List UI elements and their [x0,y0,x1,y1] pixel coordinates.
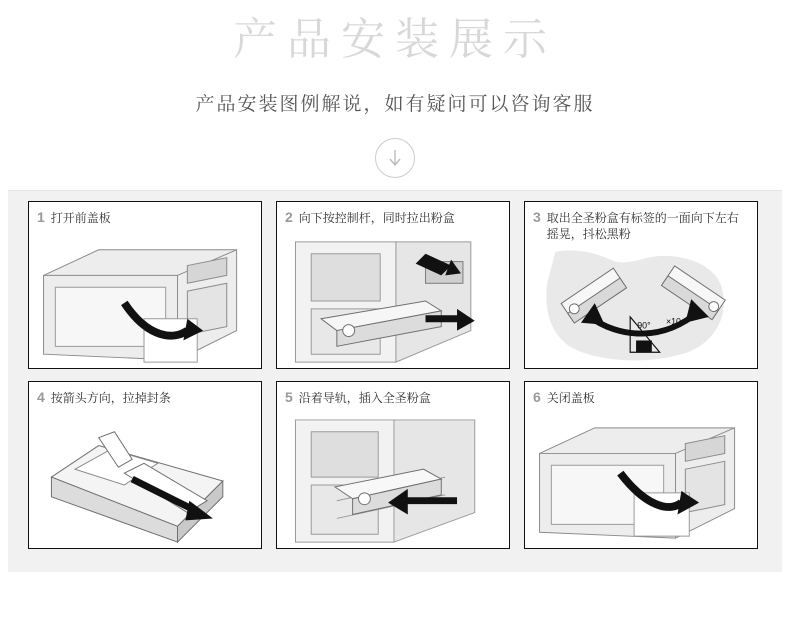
page-subtitle: 产品安装图例解说，如有疑问可以咨询客服 [195,92,595,115]
step-label: 取出全圣粉盒有标签的一面向下左右摇晃，抖松黑粉 [546,211,739,242]
step-card-1 [28,201,262,369]
page-bottom-bar [0,594,790,638]
angle-label: 90° [637,320,651,331]
step-illustration-4 [29,416,261,548]
step-label: 沿着导轨，插入全圣粉盒 [298,391,431,405]
step-illustration-6 [525,416,757,548]
step-header [29,202,261,226]
step-label: 按箭头方向，拉掉封条 [50,391,171,405]
step-header [525,382,757,406]
step-illustration-5 [277,416,509,548]
step-number: 4 [37,389,45,405]
step-number: 5 [285,389,293,405]
step-card-6 [524,381,758,549]
step-card-2 [276,201,510,369]
step-number: 3 [533,209,541,225]
step-header [277,202,509,226]
step-illustration-1 [29,236,261,368]
steps-panel [8,190,782,591]
step-card-3 [524,201,758,369]
step-number: 6 [533,389,541,405]
panel-footer-strip [8,572,782,594]
step-label: 关闭盖板 [546,391,595,405]
step-header [525,202,757,242]
header [0,0,790,178]
step-card-5 [276,381,510,549]
step-label: 打开前盖板 [50,211,111,225]
scroll-hint [0,138,790,178]
step-number: 2 [285,209,293,225]
count-label: ×10 [665,316,681,327]
step-card-4 [28,381,262,549]
page-title: 产品安装展示 [233,14,557,65]
steps-grid [28,201,762,549]
step-illustration-2 [277,236,509,368]
step-header [277,382,509,406]
step-header [29,382,261,406]
arrow-down-icon [375,138,415,178]
step-number: 1 [37,209,45,225]
step-illustration-3 [525,246,757,368]
step-label: 向下按控制杆，同时拉出粉盒 [298,211,455,225]
